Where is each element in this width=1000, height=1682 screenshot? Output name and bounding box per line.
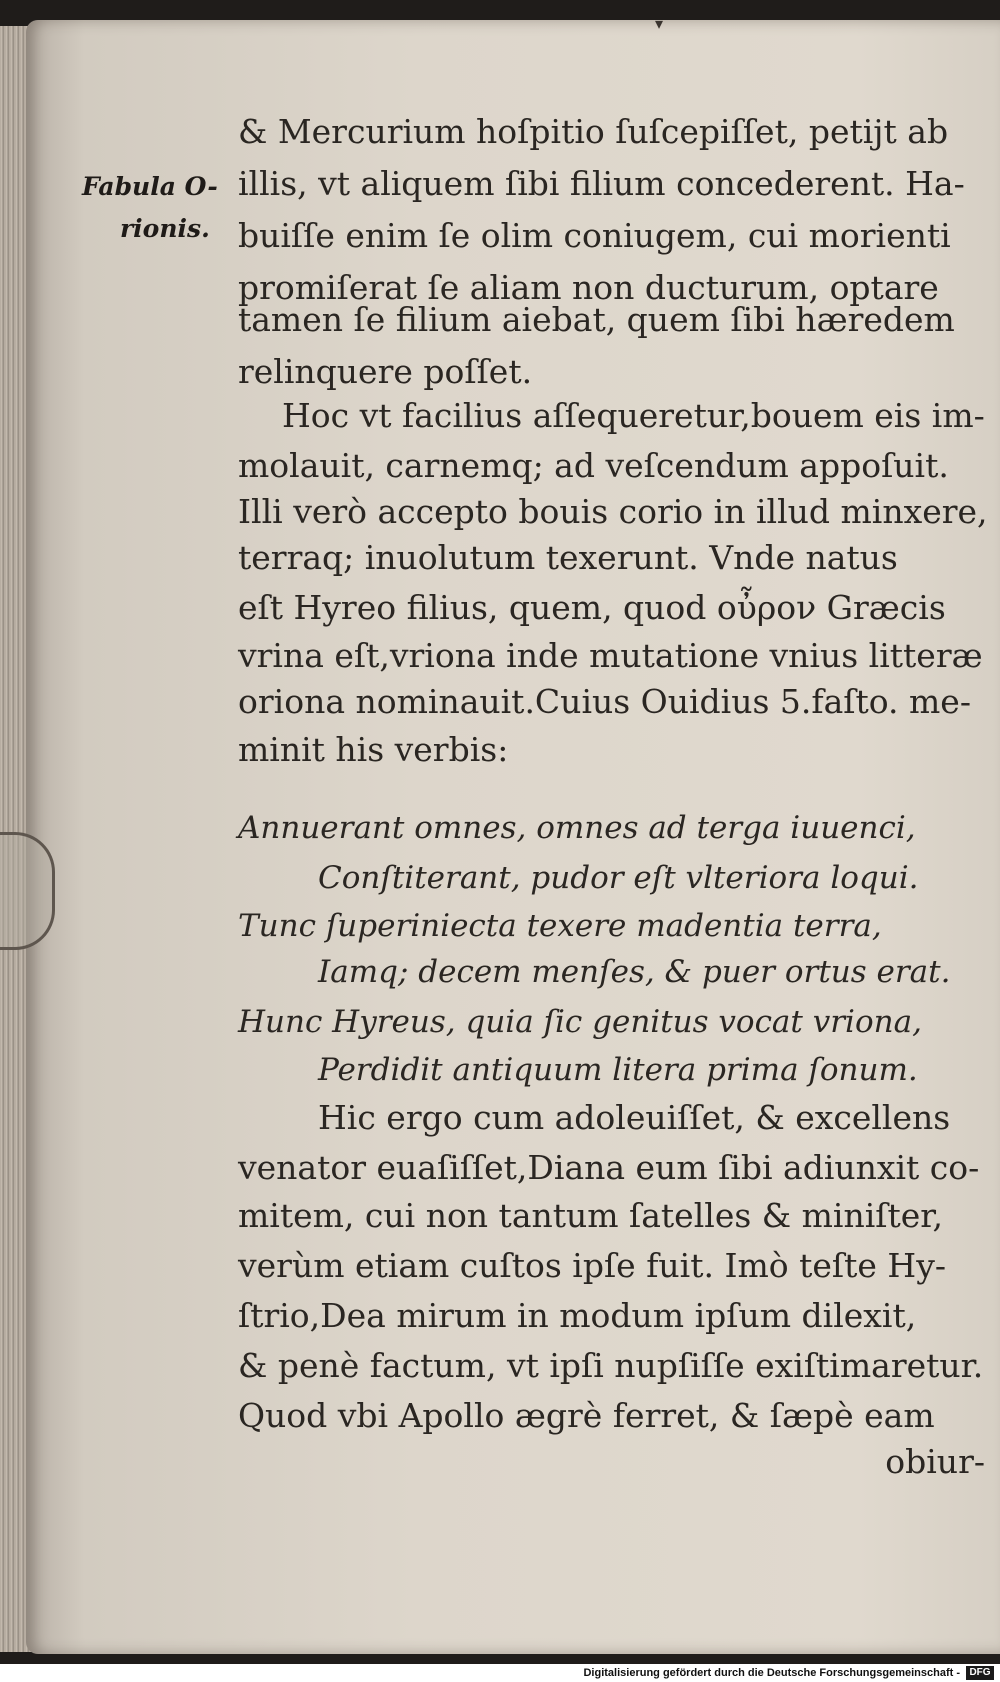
- verse-line-6: Perdidit antiquum litera prima ſonum.: [318, 1052, 918, 1088]
- body-line-6: relinquere poſſet.: [238, 352, 533, 391]
- verse-line-3: Tunc ſuperiniecta texere madentia terra,: [238, 908, 882, 944]
- body-line-9: Illi verò accepto bouis corio in illud minxere,: [238, 492, 988, 531]
- body2-line-4: verùm etiam cuſtos ipſe fuit. Imò teſte Hy-: [238, 1246, 947, 1285]
- body-line-5: tamen ſe filium aiebat, quem ſibi hæredem: [238, 300, 955, 339]
- body2-line-7: Quod vbi Apollo ægrè ferret, & ſæpè eam: [238, 1396, 935, 1435]
- body-line-12: vrina eſt,vriona inde mutatione vnius litteræ: [238, 636, 983, 675]
- body-line-1: & Mercurium hoſpitio ſuſcepiſſet, petijt ab: [238, 112, 949, 151]
- body-line-3: buiſſe enim ſe olim coniugem, cui morienti: [238, 216, 951, 255]
- body2-line-1: Hic ergo cum adoleuiſſet, & excellens: [318, 1098, 951, 1137]
- catchword: obiur-: [885, 1442, 985, 1481]
- body-line-11: eſt Hyreo filius, quem, quod οὖρον Græcis: [238, 588, 946, 627]
- margin-note-line-2: rionis.: [120, 214, 210, 243]
- verse-line-2: Conſtiterant, pudor eſt vlteriora loqui.: [318, 860, 919, 896]
- body-line-8: molauit, carnemq; ad veſcendum appoſuit.: [238, 446, 949, 485]
- body-line-10: terraq; inuolutum texerunt. Vnde natus: [238, 538, 898, 577]
- margin-note-line-1: Fabula O-: [82, 172, 218, 201]
- dfg-logo-icon: DFG: [966, 1666, 994, 1680]
- body2-line-2: venator euaſiſſet,Diana eum ſibi adiunxit co-: [238, 1148, 980, 1187]
- body-line-4: promiſerat ſe aliam non ducturum, optare: [238, 268, 939, 307]
- body2-line-6: & penè factum, vt ipſi nupſiſſe exiſtimaretur.: [238, 1346, 984, 1385]
- funding-credit: Digitalisierung gefördert durch die Deutsche Forschungsgemeinschaft -: [583, 1667, 960, 1679]
- verse-line-5: Hunc Hyreus, quia ſic genitus vocat vriona,: [238, 1004, 922, 1040]
- body-line-14: minit his verbis:: [238, 730, 509, 769]
- verse-line-4: Iamq; decem menſes, & puer ortus erat.: [318, 954, 951, 990]
- body2-line-5: ſtrio,Dea mirum in modum ipſum dilexit,: [238, 1296, 917, 1335]
- book-clasp: [0, 832, 55, 950]
- digitization-footer: [0, 1664, 1000, 1682]
- body-line-2: illis, vt aliquem ſibi filium concederent. Ha-: [238, 164, 965, 203]
- body-line-13: oriona nominauit.Cuius Ouidius 5.faſto. me-: [238, 682, 971, 721]
- body2-line-3: mitem, cui non tantum ſatelles & miniſter,: [238, 1196, 943, 1235]
- body-line-7: Hoc vt facilius aſſequeretur,bouem eis im-: [282, 396, 985, 435]
- verse-line-1: Annuerant omnes, omnes ad terga iuuenci,: [238, 810, 916, 846]
- top-mark: ▾: [655, 14, 664, 33]
